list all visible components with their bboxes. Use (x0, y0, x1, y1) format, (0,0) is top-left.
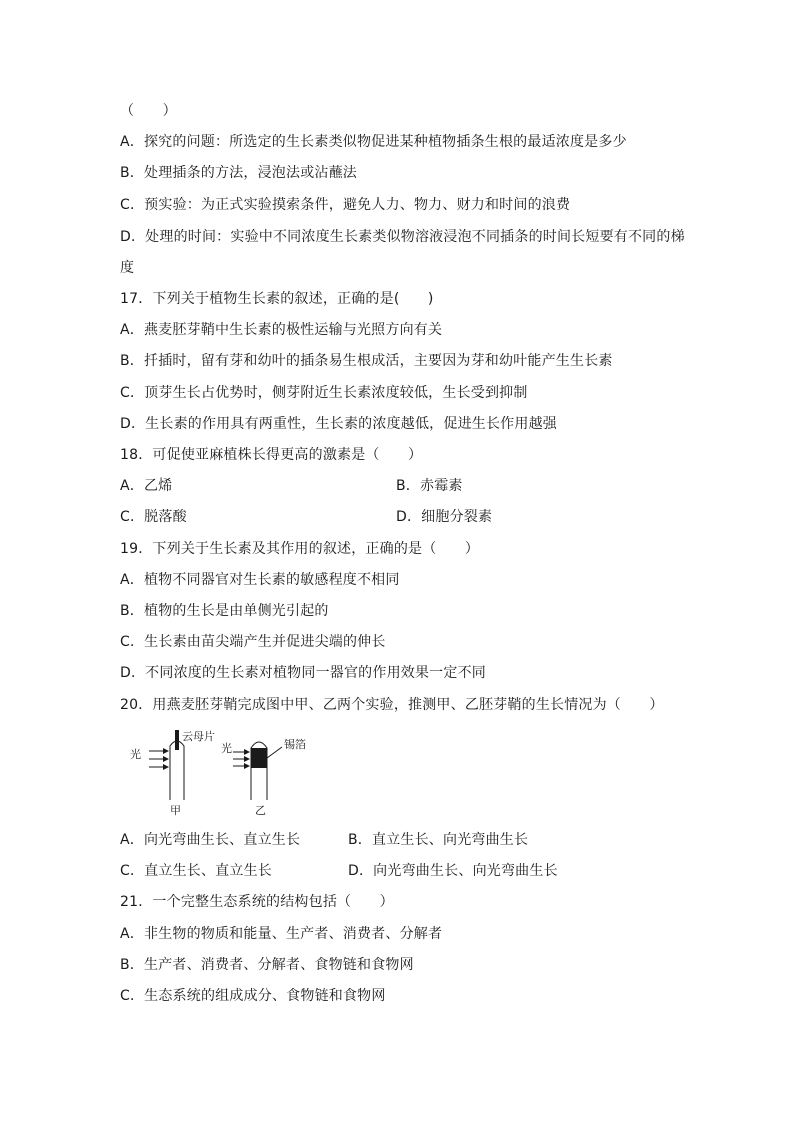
foil-pointer-line (267, 747, 282, 758)
q19-option-a: A．植物不同器官对生长素的敏感程度不相同 (120, 572, 400, 588)
mica-sheet-icon (175, 730, 179, 750)
q21-option-b: B．生产者、消费者、分解者、食物链和食物网 (120, 957, 414, 973)
q20-option-b: B．直立生长、向光弯曲生长 (348, 832, 529, 848)
q17-stem: 17．下列关于植物生长素的叙述，正确的是( ) (120, 291, 434, 307)
q17-option-b: B．扦插时，留有芽和幼叶的插条易生根成活，主要因为芽和幼叶能产生生长素 (120, 353, 613, 369)
q18-option-d: D．细胞分裂素 (396, 509, 493, 525)
q18-option-a: A．乙烯 (120, 478, 173, 494)
q20-figure-coleoptile-experiment (130, 728, 320, 818)
q20-light-label-right: 光 (221, 742, 232, 755)
q17-option-a: A．燕麦胚芽鞘中生长素的极性运输与光照方向有关 (120, 322, 443, 338)
q17-option-c: C．顶芽生长占优势时，侧芽附近生长素浓度较低，生长受到抑制 (120, 385, 528, 401)
q19-option-b: B．植物的生长是由单侧光引起的 (120, 603, 329, 619)
q20-caption-left: 甲 (170, 804, 181, 817)
q20-foil-label: 锡箔 (284, 738, 306, 751)
q18-row-1 (120, 476, 463, 496)
q20-caption-right: 乙 (255, 804, 266, 817)
q20-light-label-left: 光 (130, 748, 141, 761)
q21-option-c: C．生态系统的组成成分、食物链和食物网 (120, 988, 386, 1004)
q21-option-a: A．非生物的物质和能量、生产者、消费者、分解者 (120, 926, 443, 942)
q18-option-b: B．赤霉素 (396, 478, 463, 494)
q20-row-1 (120, 830, 529, 850)
q20-option-a: A．向光弯曲生长、直立生长 (120, 832, 301, 848)
q19-option-c: C．生长素由苗尖端产生并促进尖端的伸长 (120, 634, 386, 650)
q17-option-d: D．生长素的作用具有两重性，生长素的浓度越低，促进生长作用越强 (120, 416, 557, 432)
q16-option-b: B．处理插条的方法，浸泡法或沾蘸法 (120, 165, 358, 181)
q21-stem: 21．一个完整生态系统的结构包括（ ） (120, 894, 394, 910)
q18-option-c: C．脱落酸 (120, 509, 187, 525)
light-arrows-right-icon (233, 752, 249, 766)
q16-stem-tail: （ ） (120, 103, 177, 119)
q19-option-d: D．不同浓度的生长素对植物同一器官的作用效果一定不同 (120, 665, 486, 681)
q18-row-2 (120, 507, 493, 527)
q20-row-2 (120, 861, 558, 881)
q20-stem: 20．用燕麦胚芽鞘完成图中甲、乙两个实验，推测甲、乙胚芽鞘的生长情况为（ ） (120, 697, 664, 713)
q18-stem: 18．可促使亚麻植株长得更高的激素是（ ） (120, 447, 423, 463)
q16-option-c: C．预实验：为正式实验摸索条件，避免人力、物力、财力和时间的浪费 (120, 197, 571, 213)
q19-stem: 19．下列关于生长素及其作用的叙述，正确的是（ ） (120, 541, 480, 557)
q20-option-d: D．向光弯曲生长、向光弯曲生长 (348, 863, 558, 879)
q16-option-d: D．处理的时间：实验中不同浓度生长素类似物溶液浸泡不同插条的时间长短要有不同的梯 (120, 229, 685, 245)
light-arrows-left-icon (149, 751, 168, 767)
tin-foil-cap-icon (251, 748, 267, 768)
q16-option-d-wrap: 度 (120, 260, 135, 276)
q20-mica-label: 云母片 (182, 730, 215, 743)
q16-option-a: A．探究的问题：所选定的生长素类似物促进某种植物插条生根的最适浓度是多少 (120, 134, 627, 150)
q20-option-c: C．直立生长、直立生长 (120, 863, 272, 879)
